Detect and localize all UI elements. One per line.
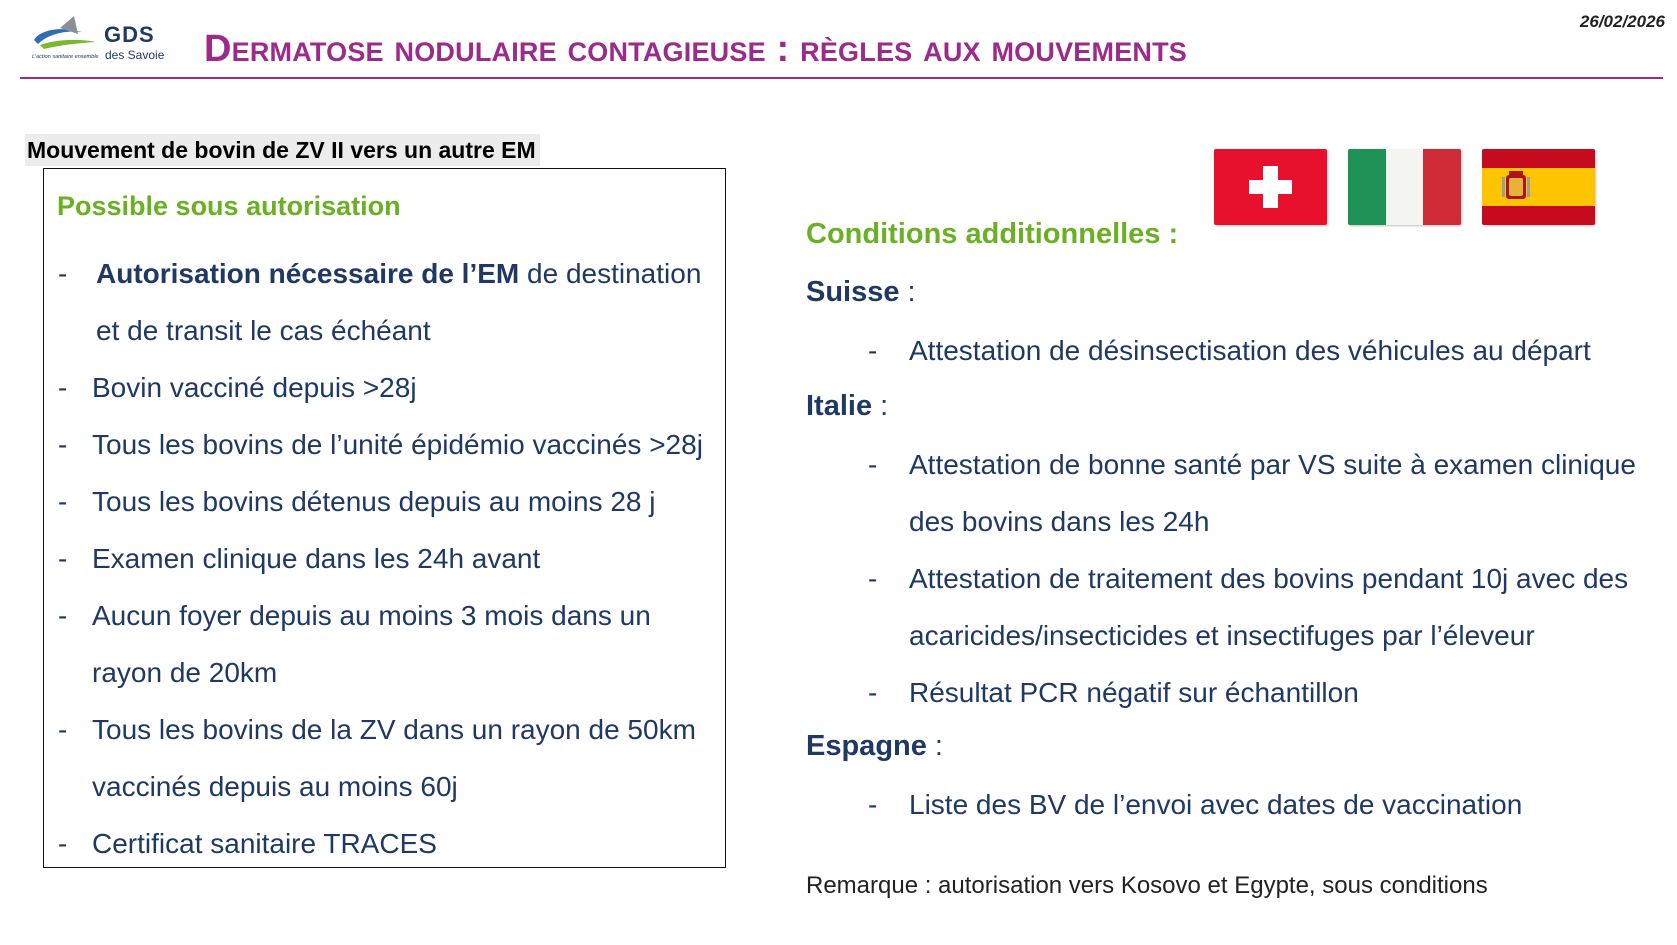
gds-logo bbox=[30, 14, 180, 66]
country-italie bbox=[806, 390, 888, 423]
list-item: - Bovin vacciné depuis >28j bbox=[56, 359, 716, 416]
country-suffix: : bbox=[899, 276, 916, 308]
list-item: - Tous les bovins détenus depuis au moins 28 j bbox=[56, 473, 716, 530]
country-name: Suisse bbox=[806, 276, 900, 308]
italian-flag-icon bbox=[1348, 149, 1461, 225]
logo-text: GDS bbox=[104, 22, 155, 47]
list-item: - Résultat PCR négatif sur échantillon bbox=[866, 664, 1656, 721]
requirements-box bbox=[43, 168, 726, 868]
country-suffix: : bbox=[872, 390, 889, 422]
country-suisse bbox=[806, 276, 916, 309]
list-item: - Attestation de désinsectisation des véhicules au départ bbox=[866, 322, 1656, 379]
swiss-flag-icon bbox=[1214, 149, 1327, 225]
list-item: - Examen clinique dans les 24h avant bbox=[56, 530, 716, 587]
list-item-bold: Autorisation nécessaire de l’EM bbox=[96, 258, 520, 289]
list-item: - Tous les bovins de la ZV dans un rayon de 50km vaccinés depuis au moins 60j bbox=[56, 701, 716, 815]
list-item: - Attestation de bonne santé par VS suite à examen clinique des bovins dans les 24h bbox=[866, 436, 1656, 550]
country-name: Espagne bbox=[806, 730, 927, 762]
list-item bbox=[56, 245, 716, 359]
logo-swoosh-icon bbox=[30, 14, 104, 54]
box-heading: Possible sous autorisation bbox=[57, 191, 401, 221]
country-suffix: : bbox=[926, 730, 943, 762]
conditions-heading: Conditions additionnelles : bbox=[806, 218, 1179, 250]
list-item: - Certificat sanitaire TRACES bbox=[56, 815, 716, 872]
country-espagne bbox=[806, 730, 943, 763]
country-name: Italie bbox=[806, 390, 873, 422]
header-divider bbox=[20, 77, 1663, 79]
espagne-conditions-list bbox=[866, 776, 1656, 833]
suisse-conditions-list bbox=[866, 322, 1656, 379]
document-date: 26/02/2026 bbox=[1579, 12, 1665, 31]
list-item: - Tous les bovins de l’unité épidémio vaccinés >28j bbox=[56, 416, 716, 473]
list-item: - Liste des BV de l’envoi avec dates de vaccination bbox=[866, 776, 1656, 833]
section-subtitle: Mouvement de bovin de ZV II vers un autre EM bbox=[25, 134, 540, 166]
page-title: Dermatose nodulaire contagieuse : règles aux mouvements bbox=[204, 28, 1188, 70]
list-item-rest: de destination et de transit le cas échéant bbox=[96, 258, 702, 346]
remark-note: Remarque : autorisation vers Kosovo et Egypte, sous conditions bbox=[806, 872, 1488, 899]
logo-subtext: des Savoie bbox=[105, 48, 165, 62]
logo-tagline: L'action sanitaire ensemble bbox=[32, 54, 99, 60]
list-item: - Aucun foyer depuis au moins 3 mois dans un rayon de 20km bbox=[56, 587, 716, 701]
spanish-flag-icon bbox=[1482, 149, 1595, 225]
requirements-list bbox=[56, 245, 716, 872]
italie-conditions-list bbox=[866, 436, 1656, 721]
list-item: - Attestation de traitement des bovins pendant 10j avec des acaricides/insecticides et insectifuges par l’éleveur bbox=[866, 550, 1656, 664]
